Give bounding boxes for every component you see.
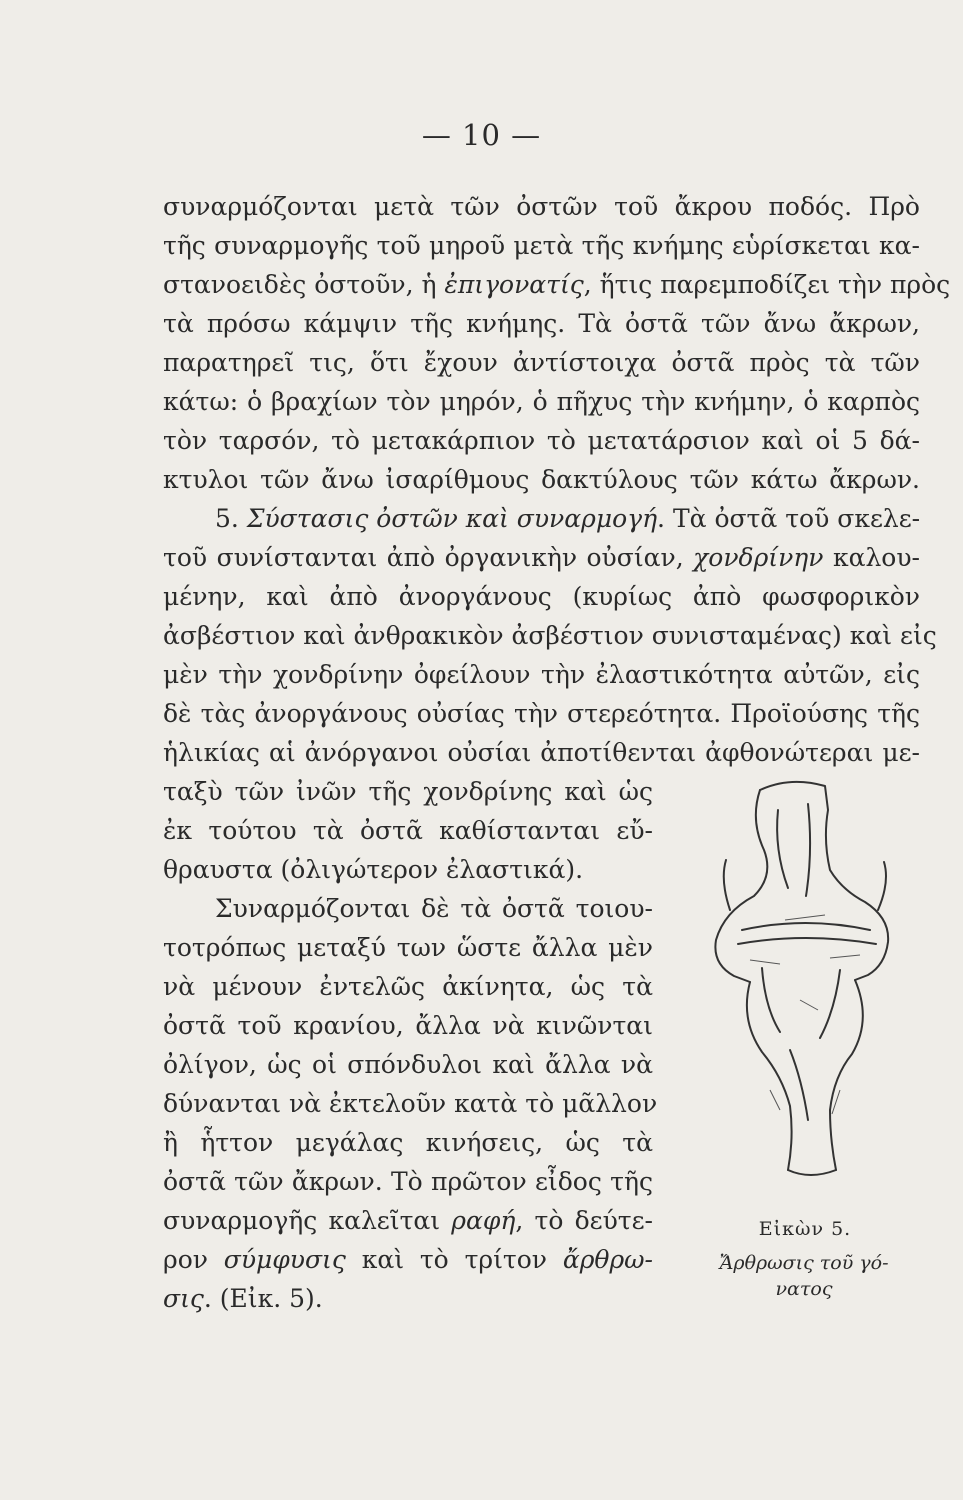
section-heading: Σύστασις ὀστῶν καὶ συναρμογή (246, 504, 658, 533)
text-line-10: τοῦ συνίστανται ἀπὸ ὀργανικὴν οὐσίαν, χονδρίνην καλου- (163, 543, 921, 572)
text-line-13: μὲν τὴν χονδρίνην ὀφείλουν τὴν ἐλαστικότητα αὐτῶν, εἰς (163, 660, 920, 689)
text-line-15: ἡλικίας αἱ ἀνόργανοι οὐσίαι ἀποτίθενται ἀφθονώτεραι με- (163, 738, 920, 767)
text-line-25: ἢ ἧττον μεγάλας κινήσεις, ὡς τὰ (163, 1128, 653, 1157)
term-arthrosis: ἄρθρω- (562, 1245, 653, 1274)
text-line-24: δύνανται νὰ ἐκτελοῦν κατὰ τὸ μᾶλλον (163, 1089, 658, 1118)
term-epigonatis: ἐπιγονατίς (444, 270, 584, 299)
text-line-19: Συναρμόζονται δὲ τὰ ὀστᾶ τοιου- (215, 894, 653, 923)
text-line-16: ταξὺ τῶν ἰνῶν τῆς χονδρίνης καὶ ὡς (163, 777, 653, 806)
text-line-29: σις. (Εἰκ. 5). (163, 1284, 323, 1313)
text-line-12: ἀσβέστιον καὶ ἀνθρακικὸν ἀσβέστιον συνισταμένας) καὶ εἰς (163, 621, 937, 650)
text-line-2: τῆς συναρμογῆς τοῦ μηροῦ μετὰ τῆς κνήμης εὑρίσκεται κα- (163, 231, 920, 260)
section-heading-line: 5. Σύστασις ὀστῶν καὶ συναρμογή. Τὰ ὀστᾶ τοῦ σκελε- (215, 504, 921, 533)
figure-caption (672, 1250, 936, 1302)
text-line-4: τὰ πρόσω κάμψιν τῆς κνήμης. Τὰ ὀστᾶ τῶν ἄνω ἄκρων, (163, 309, 920, 338)
term-symfysis: σύμφυσις (223, 1245, 346, 1274)
text-line-18: θραυστα (ὀλιγώτερον ἐλαστικά). (163, 855, 584, 884)
text-line-26: ὀστᾶ τῶν ἄκρων. Τὸ πρῶτον εἶδος τῆς (163, 1167, 653, 1196)
text-line-11: μένην, καὶ ἀπὸ ἀνοργάνους (κυρίως ἀπὸ φωσφορικὸν (163, 582, 920, 611)
text-line-14: δὲ τὰς ἀνοργάνους οὐσίας τὴν στερεότητα. Προϊούσης τῆς (163, 699, 920, 728)
knee-joint-illustration (690, 770, 920, 1200)
text-line-7: τὸν ταρσόν, τὸ μετακάρπιον τὸ μετατάρσιον καὶ οἱ 5 δά- (163, 426, 920, 455)
text-line-8: κτυλοι τῶν ἄνω ἰσαρίθμους δακτύλους τῶν κάτω ἄκρων. (163, 465, 920, 494)
figure-title: Εἰκὼν 5. (758, 1218, 852, 1240)
text-line-23: ὀλίγον, ὡς οἱ σπόνδυλοι καὶ ἄλλα νὰ (163, 1050, 653, 1079)
text-line-22: ὀστᾶ τοῦ κρανίου, ἄλλα νὰ κινῶνται (163, 1011, 653, 1040)
text-line-1: συναρμόζονται μετὰ τῶν ὀστῶν τοῦ ἄκρου ποδός. Πρὸ (163, 192, 920, 221)
term-chondrini: χονδρίνην (693, 543, 824, 572)
text-line-21: νὰ μένουν ἐντελῶς ἀκίνητα, ὡς τὰ (163, 972, 653, 1001)
text-line-28: ρον σύμφυσις καὶ τὸ τρίτον ἄρθρω- (163, 1245, 653, 1274)
text-line-17: ἐκ τούτου τὰ ὀστᾶ καθίστανται εὔ- (163, 816, 653, 845)
term-rafi: ραφή (451, 1206, 516, 1235)
text-line-5: παρατηρεῖ τις, ὅτι ἔχουν ἀντίστοιχα ὀστᾶ πρὸς τὰ τῶν (163, 348, 920, 377)
figure-caption-line-1: Ἄρθρωσις τοῦ γό- (719, 1252, 889, 1274)
text-line-3: στανοειδὲς ὀστοῦν, ἡ ἐπιγονατίς, ἥτις παρεμποδίζει τὴν πρὸς (163, 270, 951, 299)
text-line-27: συναρμογῆς καλεῖται ραφή, τὸ δεύτε- (163, 1206, 653, 1235)
text-line-6: κάτω: ὁ βραχίων τὸν μηρόν, ὁ πῆχυς τὴν κνήμην, ὁ καρπὸς (163, 387, 920, 416)
text-line-20: τοτρόπως μεταξύ των ὥστε ἄλλα μὲν (163, 933, 653, 962)
page-number: — 10 — (421, 118, 542, 152)
figure-caption-line-2: νατος (775, 1278, 833, 1300)
